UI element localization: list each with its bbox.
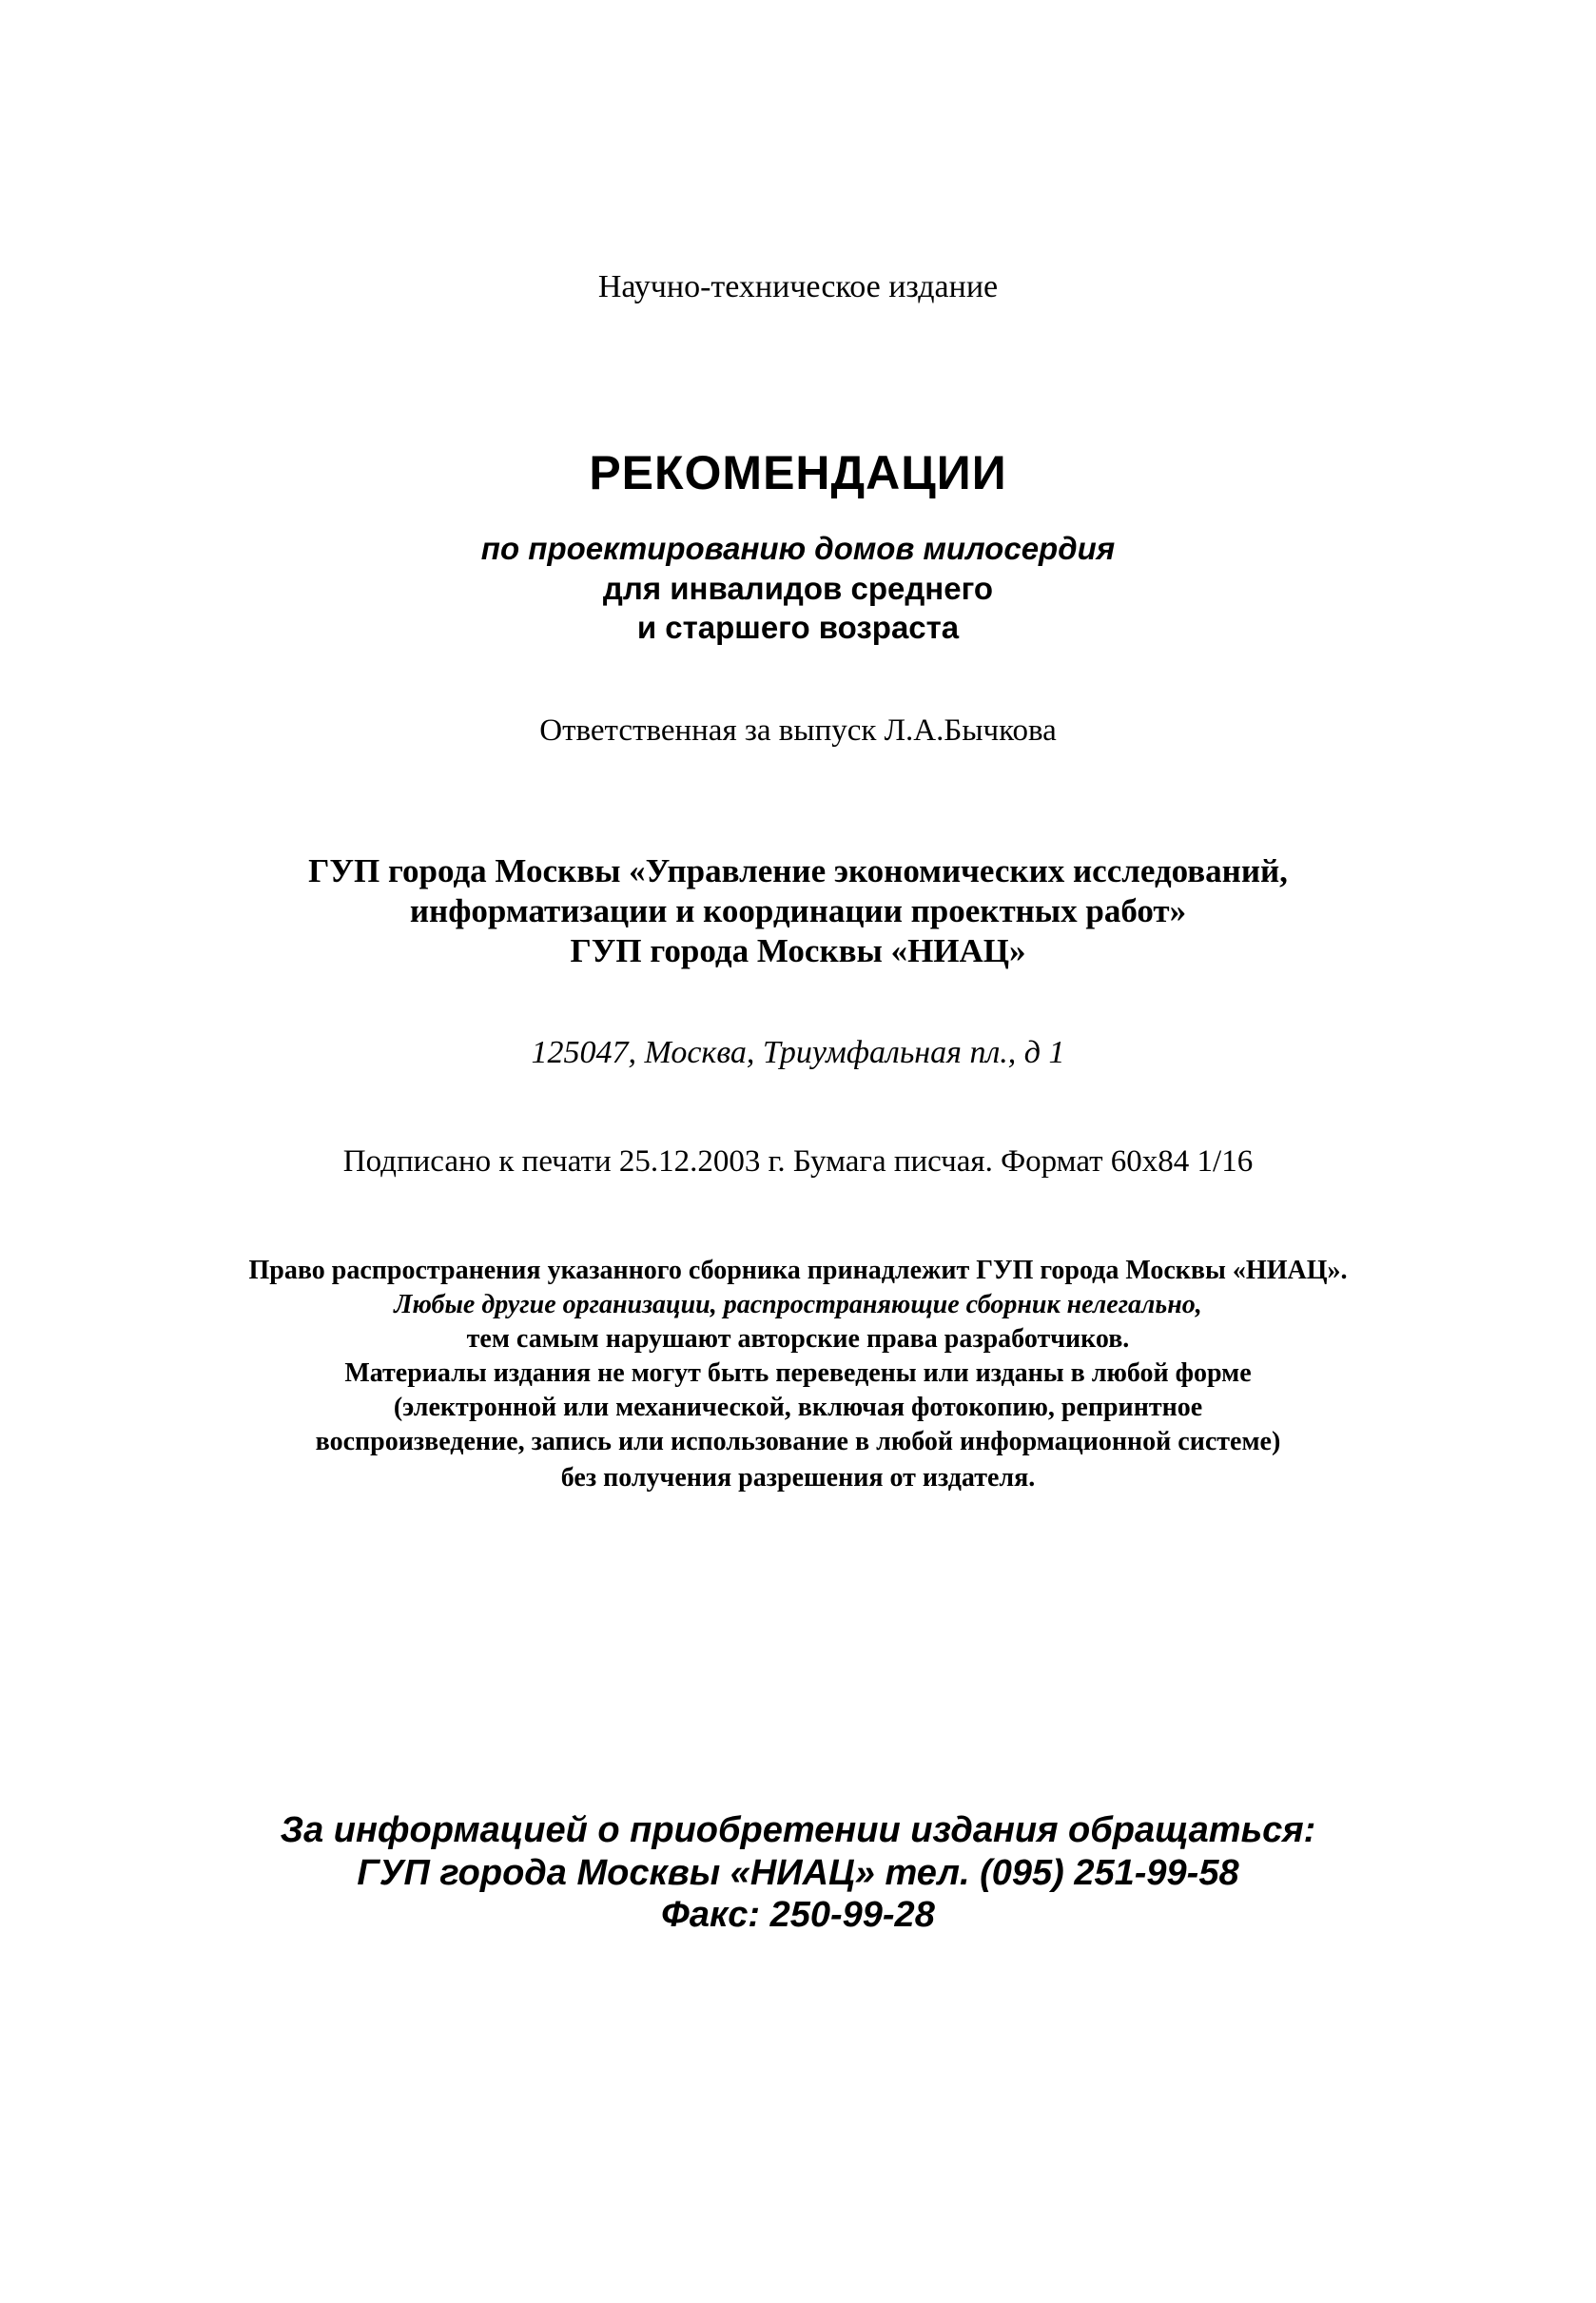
contact-line-3: Факс: 250-99-28 bbox=[661, 1895, 935, 1935]
rights-notice-line-6: воспроизведение, запись или использование в любой информационной системе) bbox=[315, 1427, 1281, 1456]
publisher-address: 125047, Москва, Триумфальная пл., д 1 bbox=[531, 1035, 1065, 1070]
subtitle-line-3: и старшего возраста bbox=[636, 610, 960, 645]
contact-line-1: За информацией о приобретении издания обращаться: bbox=[280, 1810, 1316, 1850]
print-info: Подписано к печати 25.12.2003 г. Бумага писчая. Формат 60х84 1/16 bbox=[342, 1144, 1254, 1179]
publisher-line-2: информатизации и координации проектных работ» bbox=[409, 892, 1187, 929]
rights-notice-line-5: (электронной или механической, включая фотокопию, репринтное bbox=[393, 1393, 1203, 1422]
document-title: РЕКОМЕНДАЦИИ bbox=[589, 446, 1007, 499]
rights-notice-line-1: Право распространения указанного сборника принадлежит ГУП города Москвы «НИАЦ». bbox=[248, 1256, 1348, 1285]
responsible-editor: Ответственная за выпуск Л.А.Бычкова bbox=[539, 713, 1057, 748]
rights-notice-line-7: без получения разрешения от издателя. bbox=[560, 1463, 1036, 1493]
edition-type: Научно-техническое издание bbox=[597, 269, 999, 304]
rights-notice-line-3: тем самым нарушают авторские права разработчиков. bbox=[466, 1324, 1130, 1354]
subtitle-line-1: по проектированию домов милосердия bbox=[480, 531, 1116, 566]
rights-notice-line-4: Материалы издания не могут быть переведены или изданы в любой форме bbox=[344, 1358, 1252, 1388]
publisher-line-3: ГУП города Москвы «НИАЦ» bbox=[570, 932, 1026, 969]
subtitle-line-2: для инвалидов среднего bbox=[602, 571, 994, 606]
rights-notice-line-2: Любые другие организации, распространяющие сборник нелегально, bbox=[394, 1290, 1202, 1319]
publisher-line-1: ГУП города Москвы «Управление экономических исследований, bbox=[308, 852, 1288, 889]
contact-line-2: ГУП города Москвы «НИАЦ» тел. (095) 251-99-58 bbox=[357, 1853, 1239, 1893]
